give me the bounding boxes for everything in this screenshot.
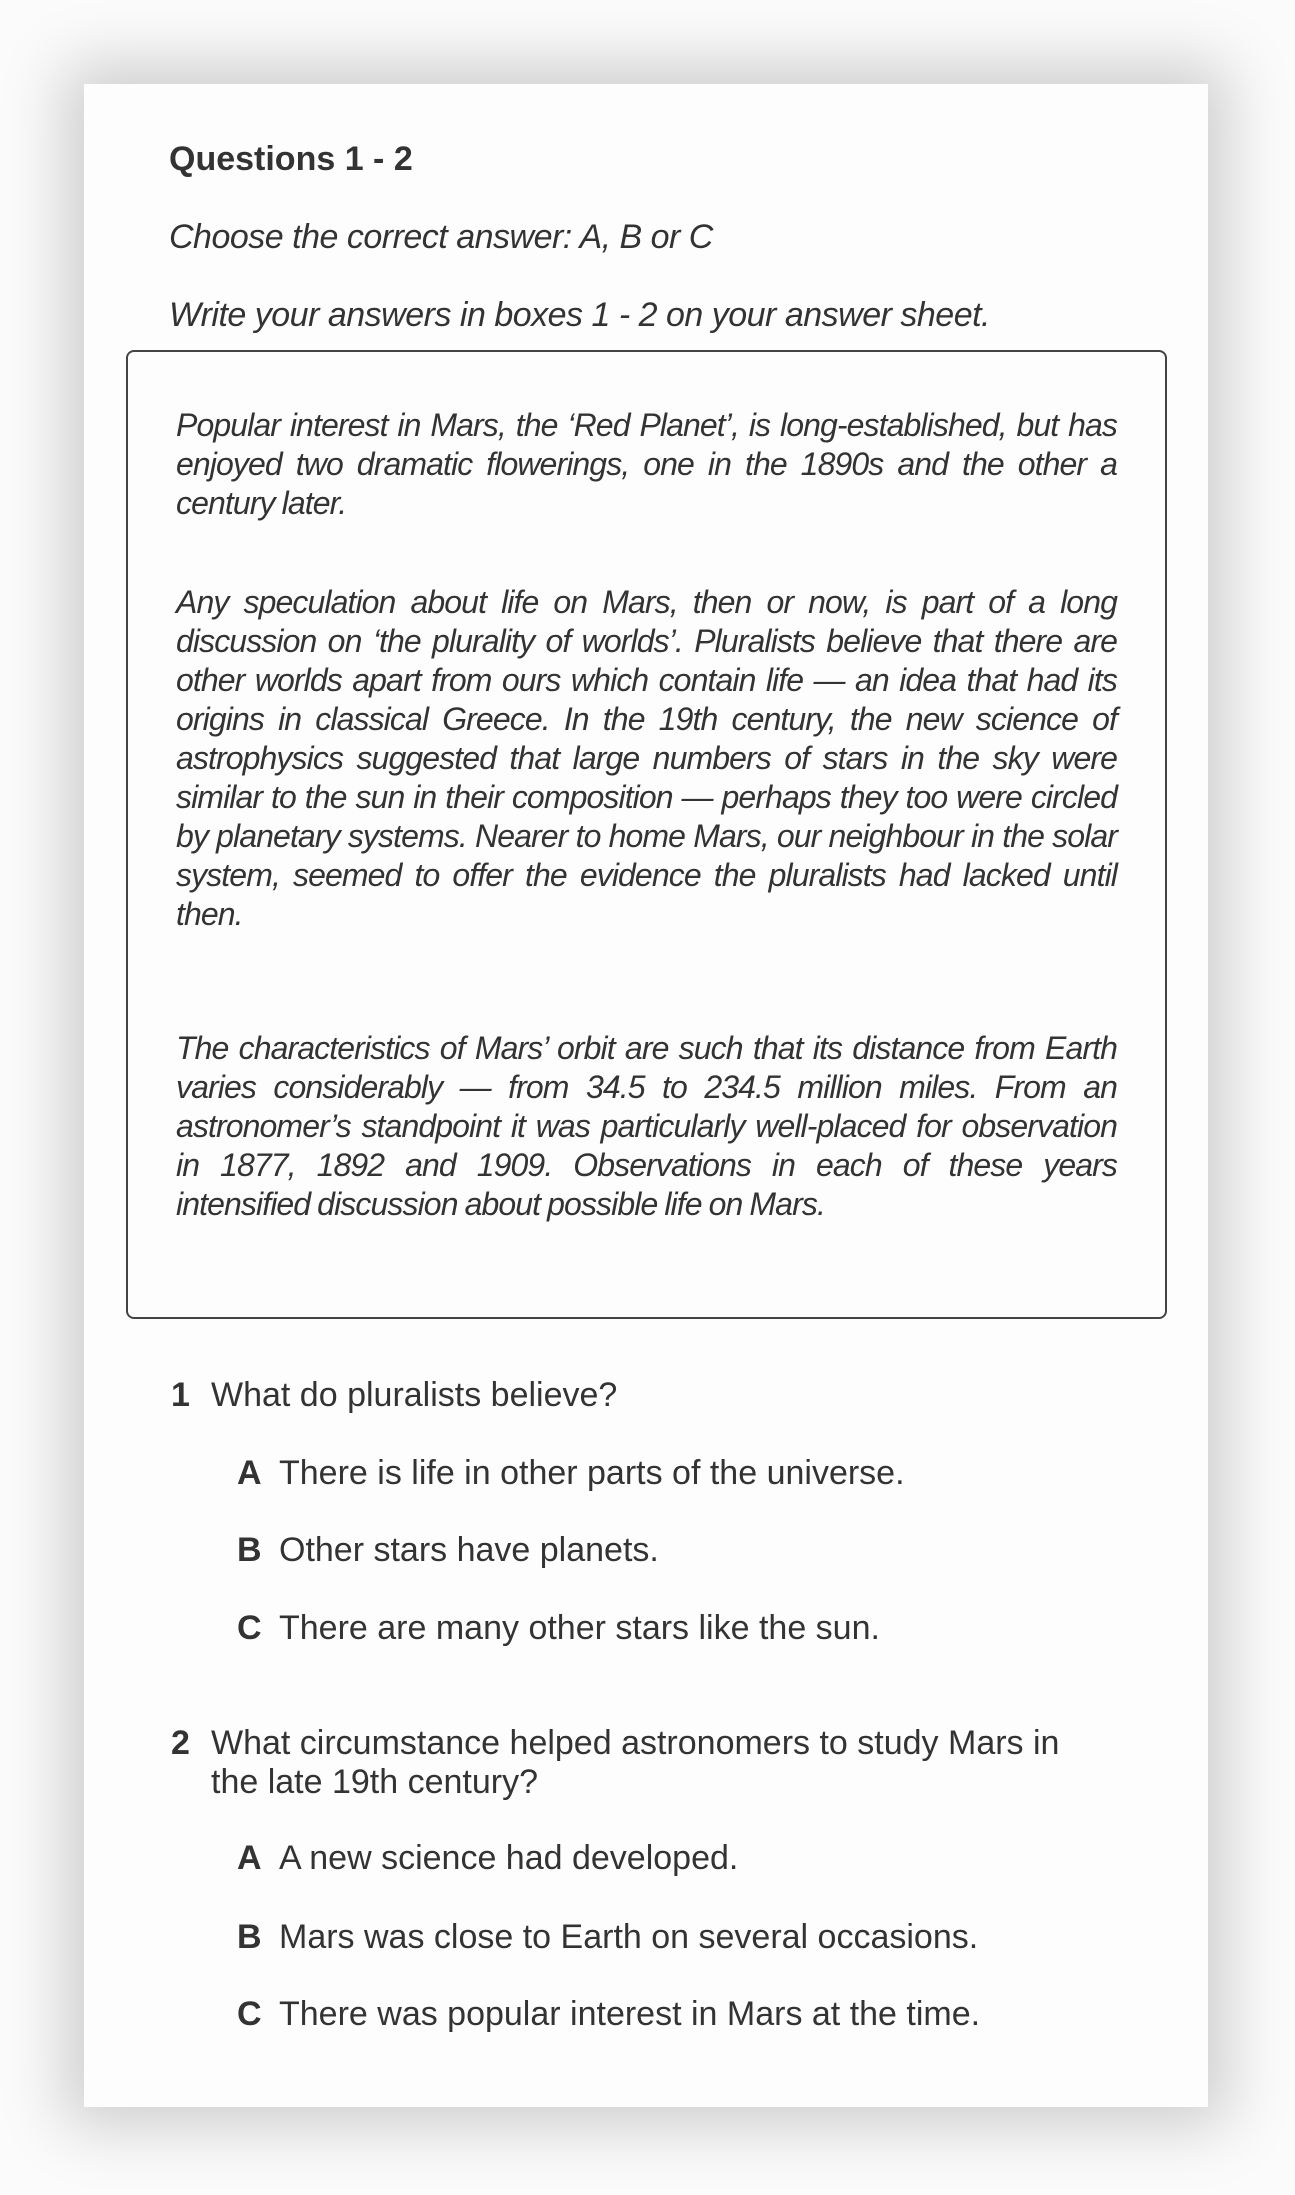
option-letter: B bbox=[237, 1918, 262, 1956]
option-2a[interactable] bbox=[237, 1839, 738, 1878]
option-2c[interactable] bbox=[237, 1995, 980, 2034]
option-1c[interactable] bbox=[237, 1609, 880, 1648]
option-text: There is life in other parts of the universe. bbox=[279, 1454, 905, 1492]
option-letter: B bbox=[237, 1531, 262, 1569]
option-text: Other stars have planets. bbox=[279, 1531, 659, 1569]
passage-paragraph: Any speculation about life on Mars, then or now, is part of a long discussion on ‘the plurality of worlds’. Pluralists believe that there are other worlds apart from ours which contain life — an idea that had its origins in classical Greece. In the 19th century, the new science of astrophysics suggested that large numbers of stars in the sky were similar to the sun in their composition — perhaps they too were circled by planetary systems. Nearer to home Mars, our neighbour in the solar system, seemed to offer the evidence the pluralists had lacked until then. bbox=[176, 584, 1117, 932]
question-2 bbox=[171, 1724, 1131, 1802]
option-letter: C bbox=[237, 1609, 262, 1647]
instruction-write: Write your answers in boxes 1 - 2 on your answer sheet. bbox=[169, 296, 990, 334]
question-number: 1 bbox=[171, 1376, 190, 1414]
question-number: 2 bbox=[171, 1724, 190, 1762]
option-text: There was popular interest in Mars at the time. bbox=[279, 1995, 981, 2033]
passage-paragraph: Popular interest in Mars, the ‘Red Planet’, is long-established, but has enjoyed two dramatic flowerings, one in the 1890s and the other a century later. bbox=[176, 407, 1117, 521]
section-heading: Questions 1 - 2 bbox=[169, 140, 413, 178]
option-1a[interactable] bbox=[237, 1454, 905, 1493]
option-letter: A bbox=[237, 1839, 262, 1877]
option-text: There are many other stars like the sun. bbox=[279, 1609, 880, 1647]
option-2b[interactable] bbox=[237, 1918, 978, 1957]
question-1 bbox=[171, 1376, 1131, 1415]
option-1b[interactable] bbox=[237, 1531, 659, 1570]
question-text: What circumstance helped astronomers to study Mars in the late 19th century? bbox=[211, 1724, 1060, 1801]
option-text: A new science had developed. bbox=[279, 1839, 739, 1877]
instruction-choose: Choose the correct answer: A, B or C bbox=[169, 218, 713, 256]
option-text: Mars was close to Earth on several occasions. bbox=[279, 1918, 979, 1956]
option-letter: A bbox=[237, 1454, 262, 1492]
passage-paragraph: The characteristics of Mars’ orbit are such that its distance from Earth varies considerably — from 34.5 to 234.5 million miles. From an astronomer’s standpoint it was particularly well-placed for observation in 1877, 1892 and 1909. Observations in each of these years intensified discussion about possible life on Mars. bbox=[176, 1030, 1117, 1222]
question-text: What do pluralists believe? bbox=[211, 1376, 618, 1414]
option-letter: C bbox=[237, 1995, 262, 2033]
